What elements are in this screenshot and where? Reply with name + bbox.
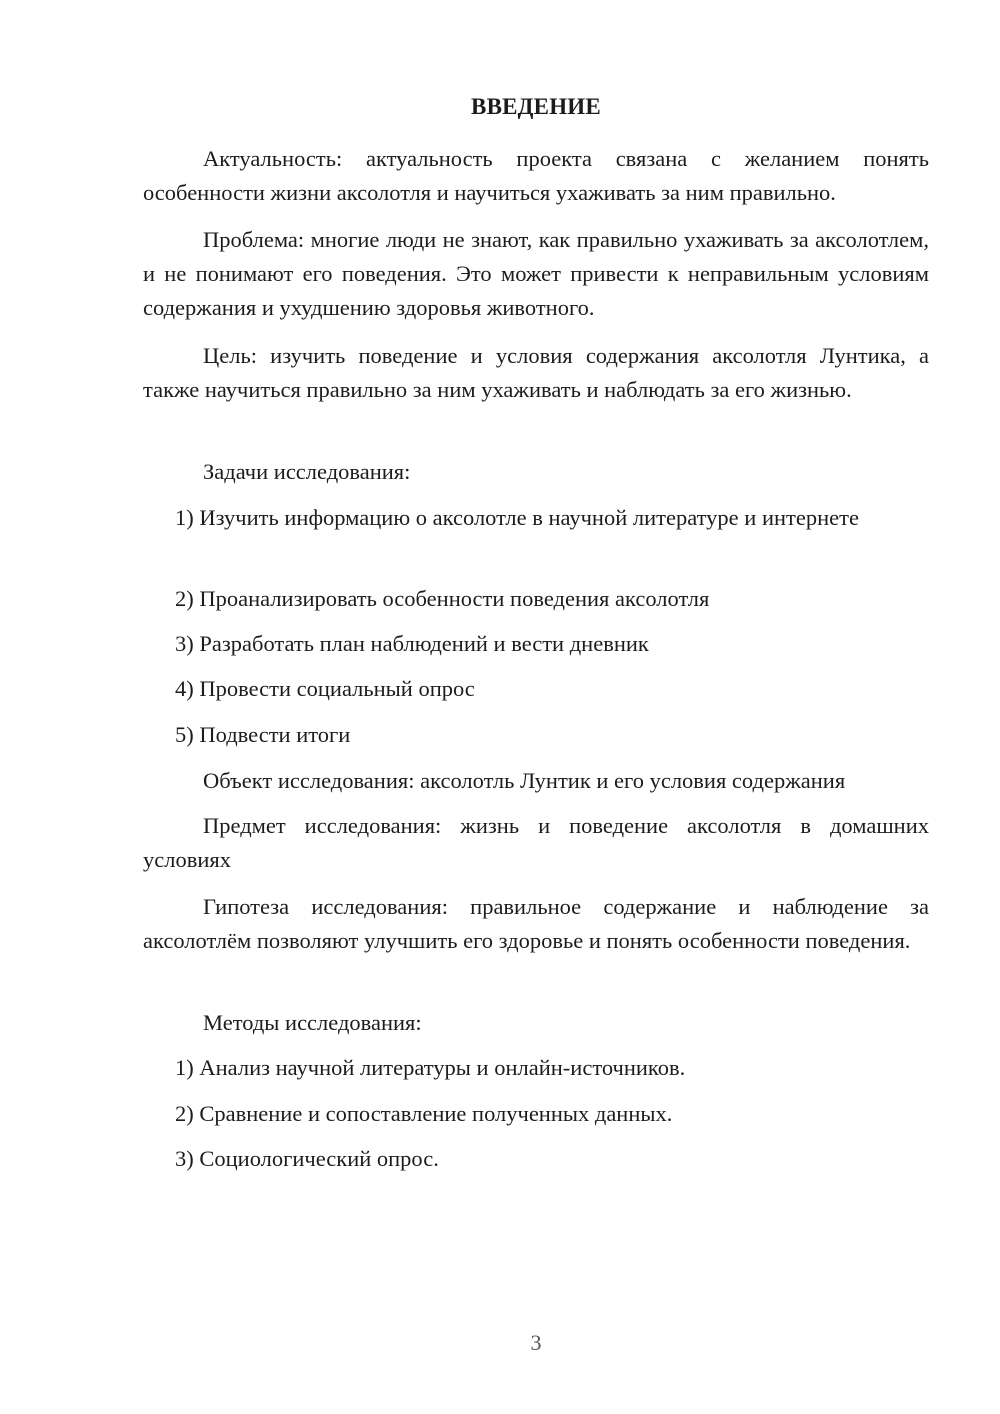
- goal-paragraph: Цель: изучить поведение и условия содержания аксолотля Лунтика, а также научиться правильно за ним ухаживать и наблюдать за его жизнью.: [143, 343, 929, 402]
- tasks-title: Задачи исследования:: [203, 459, 411, 484]
- task-item-5: 5) Подвести итоги: [175, 722, 351, 747]
- relevance-paragraph: Актуальность: актуальность проекта связана с желанием понять особенности жизни аксолотля и научиться ухаживать за ним правильно.: [143, 146, 929, 205]
- task-item-3: 3) Разработать план наблюдений и вести дневник: [175, 631, 649, 656]
- method-item-1: 1) Анализ научной литературы и онлайн-источников.: [175, 1055, 686, 1080]
- page-number: 3: [530, 1330, 542, 1355]
- method-item-3: 3) Социологический опрос.: [175, 1146, 439, 1171]
- subject-paragraph: Предмет исследования: жизнь и поведение аксолотля в домашних условиях: [143, 813, 929, 872]
- task-item-2: 2) Проанализировать особенности поведения аксолотля: [175, 586, 710, 611]
- object-paragraph: Объект исследования: аксолотль Лунтик и его условия содержания: [203, 768, 846, 793]
- page-title: ВВЕДЕНИЕ: [471, 94, 601, 119]
- task-item-4: 4) Провести социальный опрос: [175, 676, 475, 701]
- hypothesis-paragraph: Гипотеза исследования: правильное содержание и наблюдение за аксолотлём позволяют улучшить его здоровье и понять особенности поведения.: [143, 894, 929, 953]
- method-item-2: 2) Сравнение и сопоставление полученных данных.: [175, 1101, 673, 1126]
- methods-title: Методы исследования:: [203, 1010, 422, 1035]
- task-item-1: 1) Изучить информацию о аксолотле в научной литературе и интернете: [175, 505, 859, 530]
- problem-paragraph: Проблема: многие люди не знают, как правильно ухаживать за аксолотлем, и не понимают его поведения. Это может привести к неправильным условиям содержания и ухудшению здоровья животного.: [143, 227, 929, 320]
